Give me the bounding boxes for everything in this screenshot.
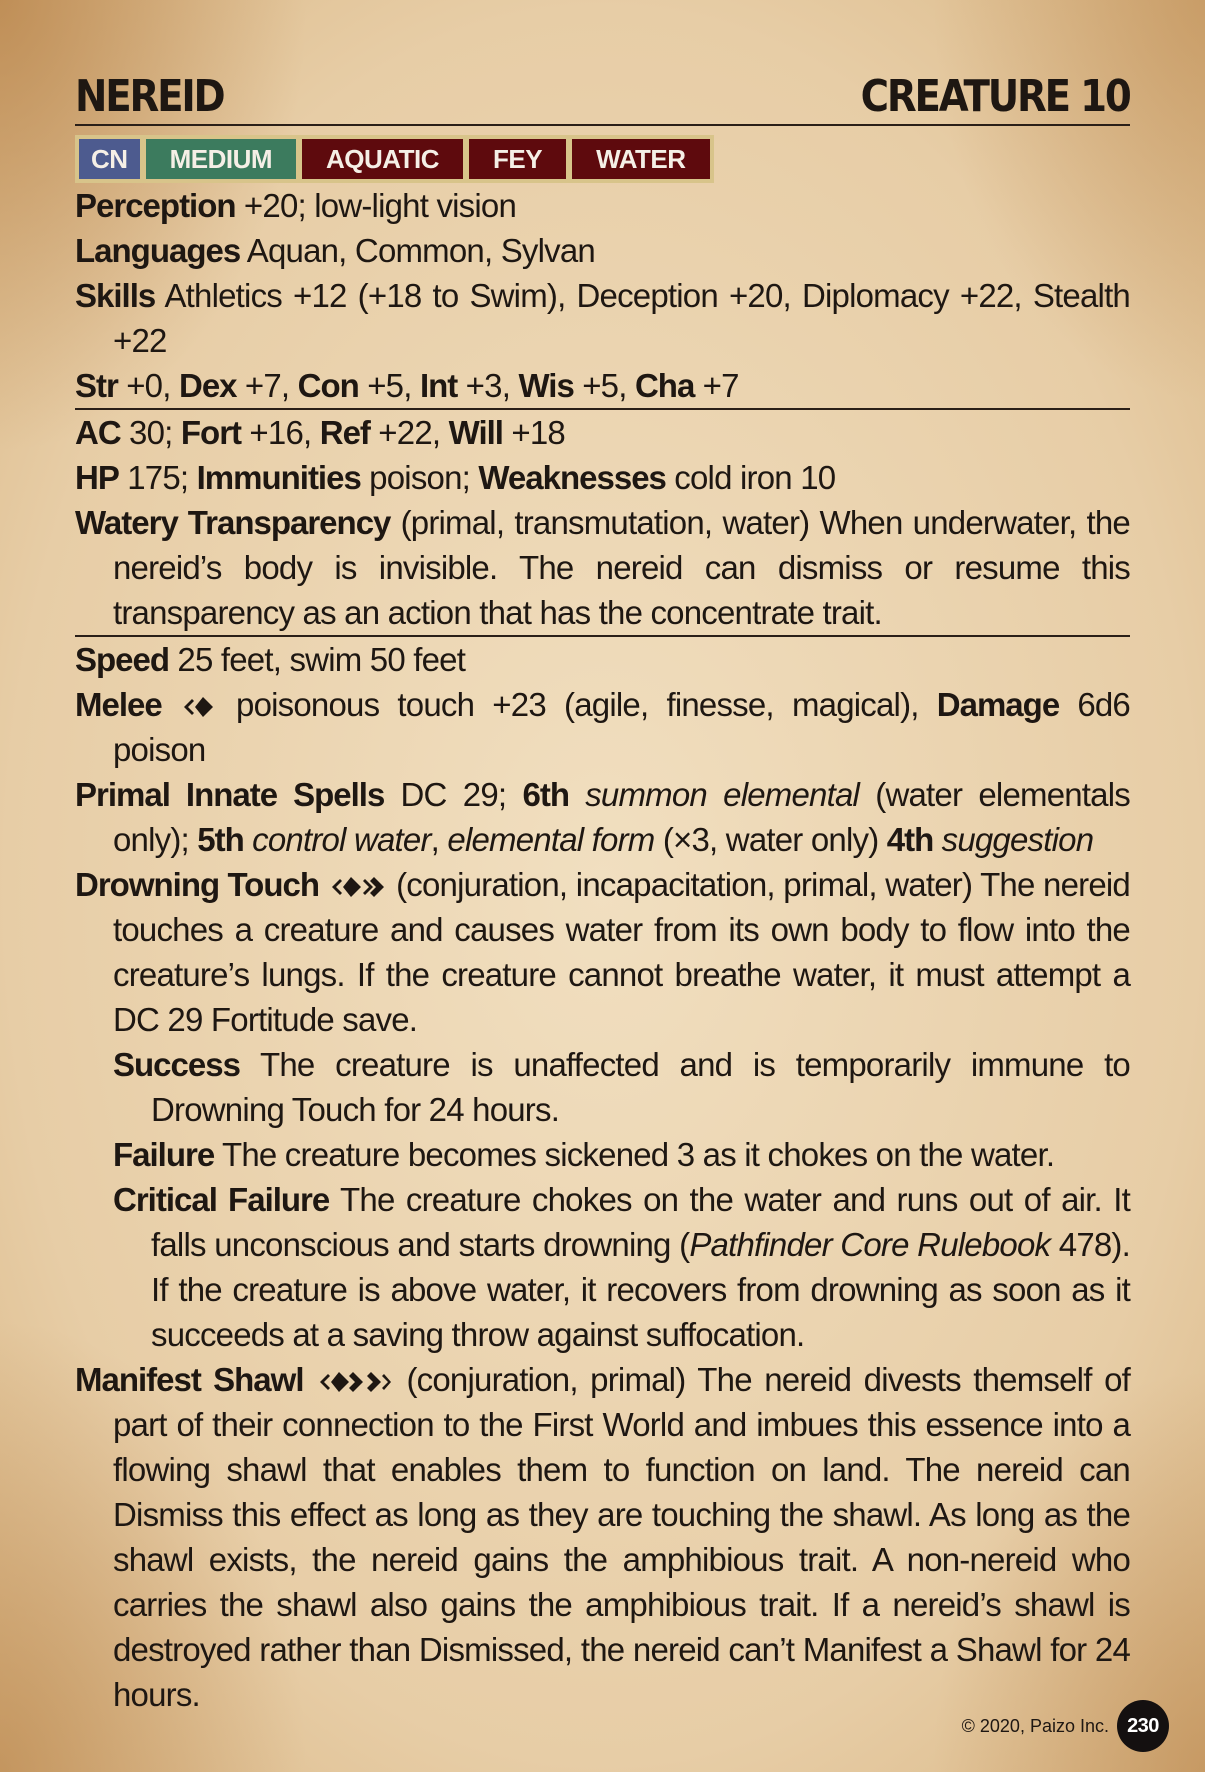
dex-label: Dex xyxy=(178,367,237,404)
hp-label: HP xyxy=(75,459,119,496)
ref-value: +22, xyxy=(369,414,449,451)
single-action-icon xyxy=(182,692,216,722)
melee-line xyxy=(75,682,1130,772)
ability-scores-line xyxy=(75,363,1130,408)
spell-suggestion: suggestion xyxy=(941,821,1094,858)
int-label: Int xyxy=(419,367,458,404)
spell-separator: , xyxy=(430,821,448,858)
creature-level: CREATURE 10 xyxy=(861,71,1130,122)
speed-line xyxy=(75,635,1130,682)
drowning-touch-ability xyxy=(75,862,1130,1042)
will-label: Will xyxy=(448,414,503,451)
perception-value: +20; low-light vision xyxy=(235,187,517,224)
cha-label: Cha xyxy=(634,367,695,404)
trait-list xyxy=(75,135,714,183)
two-actions-icon xyxy=(330,872,386,902)
perception-line xyxy=(75,183,1130,228)
drowning-failure xyxy=(75,1132,1130,1177)
failure-text: The creature becomes sickened 3 as it chokes on the water. xyxy=(214,1136,1055,1173)
manifest-shawl-text: (conjuration, primal) The nereid divests themself of part of their connection to the First World and imbues this essence into a flowing shawl that enables them to function on land. The nereid can Dismiss this effect as long as they are touching the shawl. As long as the shawl exists, the nereid gains the amphibious trait. A non-nereid who carries the shawl also gains the amphibious trait. If a nereid’s shawl is destroyed rather than Dismissed, the nereid can’t Manifest a Shawl for 24 hours. xyxy=(113,1361,1130,1713)
wis-label: Wis xyxy=(518,367,574,404)
rank-6-note: (water elementals only); xyxy=(113,776,1130,858)
wis-value: +5, xyxy=(573,367,635,404)
drowning-critical-failure xyxy=(75,1177,1130,1357)
ac-label: AC xyxy=(75,414,121,451)
watery-transparency-text: (primal, transmutation, water) When underwater, the nereid’s body is invisible. The nereid can dismiss or resume this transparency as an action that has the concentrate trait. xyxy=(113,504,1130,631)
fort-label: Fort xyxy=(180,414,242,451)
critical-failure-text-a: The creature chokes on the water and runs out of air. It falls unconscious and starts drowning ( xyxy=(151,1181,1131,1263)
copyright: © 2020, Paizo Inc. xyxy=(961,1715,1109,1736)
hp-line xyxy=(75,455,1130,500)
page-footer xyxy=(962,1700,1169,1752)
trait-size: MEDIUM xyxy=(146,139,296,179)
rulebook-reference: Pathfinder Core Rulebook xyxy=(689,1226,1051,1263)
stat-block xyxy=(75,70,1130,1717)
rank-5-label: 5th xyxy=(197,821,244,858)
success-text: The creature is unaffected and is temporarily immune to Drowning Touch for 24 hours. xyxy=(151,1046,1130,1128)
immunities-label: Immunities xyxy=(196,459,361,496)
skills-value: Athletics +12 (+18 to Swim), Deception +20, Diplomacy +22, Stealth +22 xyxy=(113,277,1130,359)
spell-control-water: control water xyxy=(252,821,431,858)
rank-6-label: 6th xyxy=(522,776,569,813)
trait-alignment: CN xyxy=(79,139,140,179)
drowning-success xyxy=(75,1042,1130,1132)
languages-label: Languages xyxy=(75,232,241,269)
int-value: +3, xyxy=(457,367,519,404)
critical-failure-label: Critical Failure xyxy=(113,1181,330,1218)
melee-label: Melee xyxy=(75,686,162,723)
creature-name: NEREID xyxy=(75,71,224,122)
saves-line xyxy=(75,408,1130,455)
page-number: 230 xyxy=(1117,1700,1169,1752)
three-actions-icon xyxy=(318,1367,392,1397)
watery-transparency-label: Watery Transparency xyxy=(75,504,391,541)
spell-elemental-form: elemental form xyxy=(447,821,655,858)
spell-summon-elemental: summon elemental xyxy=(585,776,860,813)
con-label: Con xyxy=(297,367,359,404)
weaknesses-value: cold iron 10 xyxy=(665,459,836,496)
speed-value: 25 feet, swim 50 feet xyxy=(169,641,466,678)
dex-value: +7, xyxy=(236,367,298,404)
manifest-shawl-label: Manifest Shawl xyxy=(75,1361,304,1398)
skills-label: Skills xyxy=(75,277,156,314)
con-value: +5, xyxy=(358,367,420,404)
languages-line xyxy=(75,228,1130,273)
watery-transparency-ability xyxy=(75,500,1130,635)
str-value: +0, xyxy=(117,367,179,404)
trait-water: WATER xyxy=(572,139,709,179)
critical-failure-text-b: 478). If the creature is above water, it recovers from drowning as soon as it succeeds at a saving throw against suffocation. xyxy=(151,1226,1130,1353)
immunities-value: poison; xyxy=(360,459,479,496)
drowning-touch-text: (conjuration, incapacitation, primal, water) The nereid touches a creature and causes water from its own body to flow into the creature’s lungs. If the creature cannot breathe water, it must attempt a DC 29 Fortitude save. xyxy=(113,866,1130,1038)
ref-label: Ref xyxy=(319,414,370,451)
str-label: Str xyxy=(75,367,118,404)
trait-aquatic: AQUATIC xyxy=(302,139,463,179)
failure-label: Failure xyxy=(113,1136,215,1173)
fort-value: +16, xyxy=(241,414,320,451)
perception-label: Perception xyxy=(75,187,236,224)
innate-spells-line xyxy=(75,772,1130,862)
cha-value: +7 xyxy=(694,367,739,404)
success-label: Success xyxy=(113,1046,240,1083)
rank-4-label: 4th xyxy=(886,821,934,858)
drowning-touch-label: Drowning Touch xyxy=(75,866,320,903)
skills-line xyxy=(75,273,1130,363)
ac-value: 30; xyxy=(120,414,181,451)
trait-fey: FEY xyxy=(469,139,566,179)
weaknesses-label: Weaknesses xyxy=(478,459,666,496)
title-row xyxy=(75,70,1130,126)
hp-value: 175; xyxy=(118,459,197,496)
innate-spells-label: Primal Innate Spells xyxy=(75,776,385,813)
rank-5-note: (×3, water only) xyxy=(654,821,887,858)
damage-label: Damage xyxy=(936,686,1060,723)
languages-value: Aquan, Common, Sylvan xyxy=(240,232,595,269)
damage-value: 6d6 poison xyxy=(113,686,1130,768)
will-value: +18 xyxy=(502,414,565,451)
spell-dc: DC 29; xyxy=(384,776,523,813)
manifest-shawl-ability xyxy=(75,1357,1130,1717)
speed-label: Speed xyxy=(75,641,170,678)
melee-text: poisonous touch +23 (agile, finesse, magical), xyxy=(217,686,937,723)
